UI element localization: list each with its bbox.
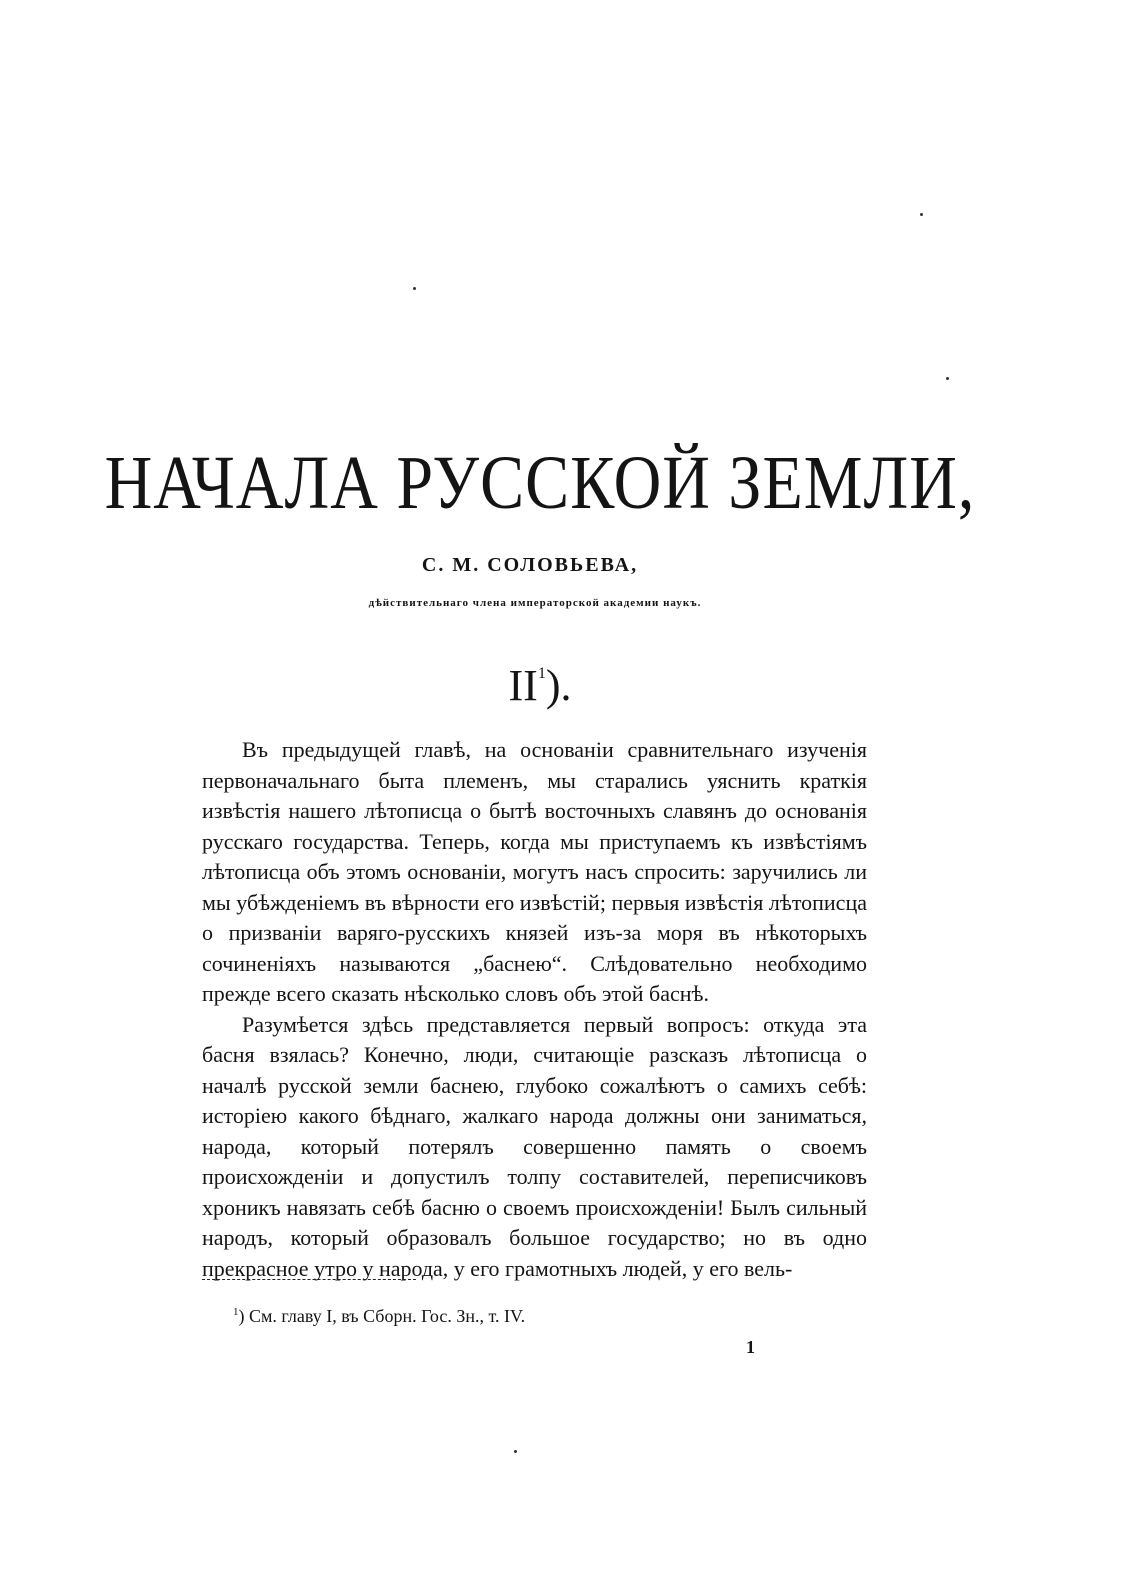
- author-name: С. М. СОЛОВЬЕВА,: [421, 554, 639, 576]
- print-speck: [946, 377, 949, 380]
- print-speck: [413, 287, 416, 290]
- paragraph: Въ предыдущей главѣ, на основаніи сравнительнаго изученія первоначальнаго быта племенъ, мы старались уяснить краткія извѣстія нашего лѣтописца о бытѣ восточныхъ славянъ до основанія русскаго государства. Теперь, когда мы приступаемъ къ извѣстіямъ лѣтописца объ этомъ основаніи, могутъ насъ спросить: заручились ли мы убѣжденіемъ въ вѣрности его извѣстій; первыя извѣстія лѣтописца о призваніи варяго-русскихъ князей изъ-за моря въ нѣкоторыхъ сочиненіяхъ называются „баснею“. Слѣдовательно необходимо прежде всего сказать нѣсколько словъ объ этой баснѣ.: [202, 737, 867, 1006]
- section-number: II: [508, 661, 538, 710]
- paragraph: Разумѣется здѣсь представляется первый вопросъ: откуда эта басня взялась? Конечно, люди, считающіе разсказъ лѣтописца о началѣ русской земли баснею, глубоко сожалѣютъ о самихъ себѣ: исторіею какого бѣднаго, жалкаго народа должны они заниматься, народа, который потерялъ совершенно память о своемъ происхожденіи и допустилъ толпу составителей, переписчиковъ хроникъ навязать себѣ басню о своемъ происхожденіи! Былъ сильный народъ, который образовалъ большое государство; но въ одно прекрасное утро у народа, у его грамотныхъ людей, у его вель-: [202, 1011, 867, 1281]
- footnote-mark: 1: [233, 1306, 239, 1318]
- footnote-divider: [202, 1279, 416, 1280]
- page-number: 1: [746, 1337, 755, 1357]
- footnote-text: ) См. главу I, въ Сборн. Гос. Зн., т. IV.: [238, 1306, 526, 1326]
- author-affiliation: дѣйствительнаго члена императорской академии наукъ.: [368, 597, 702, 609]
- print-speck: [514, 1450, 517, 1453]
- section-heading: [0, 660, 1080, 711]
- print-speck: [920, 213, 923, 216]
- page-title: НАЧАЛА РУССКОЙ ЗЕМЛИ,: [104, 441, 976, 526]
- footnote-reference: 1: [537, 665, 546, 682]
- body-text: [202, 735, 867, 1284]
- footnote: [233, 1306, 525, 1327]
- section-heading-closing: ).: [545, 661, 572, 710]
